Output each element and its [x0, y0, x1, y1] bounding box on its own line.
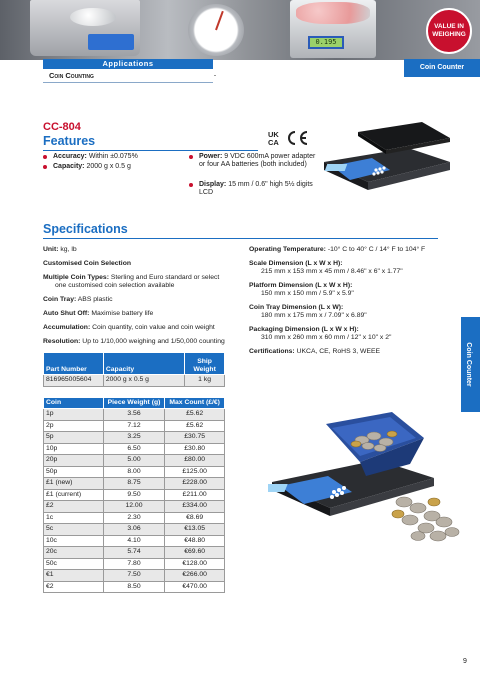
svg-text:UK: UK	[268, 130, 279, 139]
header-photo-band	[0, 0, 480, 60]
table-row	[44, 558, 225, 570]
spec-operating-temperature: Operating Temperature: -10° C to 40° C / 14° F to 104° F	[249, 246, 426, 253]
spec-scale-dimension: Scale Dimension (L x W x H): 215 mm x 153 mm x 45 mm / 8.46" x 6" x 1.77"	[249, 260, 403, 275]
specifications-divider	[43, 238, 438, 239]
col-part-number: Part Number	[44, 353, 104, 375]
table-row	[44, 375, 225, 387]
piece-weight-cell: 8.00	[103, 466, 165, 478]
piece-weight-cell: 3.25	[103, 432, 165, 444]
spec-coin-tray: Coin Tray: ABS plastic	[43, 296, 113, 303]
max-count-cell: £334.00	[165, 501, 225, 513]
col-ship-weight: Ship Weight	[185, 353, 225, 375]
table-row	[44, 489, 225, 501]
bullet-icon	[43, 155, 47, 159]
table-row	[44, 501, 225, 513]
bullet-icon	[189, 155, 193, 159]
certification-marks	[268, 130, 312, 149]
coin-cell: 50c	[44, 558, 104, 570]
piece-weight-cell: 2.30	[103, 512, 165, 524]
bullet-icon	[43, 165, 47, 169]
max-count-cell: €69.60	[165, 547, 225, 559]
feature-display: Display: 15 mm / 0.6" high 5½ digits LCD	[189, 181, 319, 197]
features-heading: Features	[43, 134, 96, 148]
dial-needle	[215, 11, 224, 30]
table-row	[44, 466, 225, 478]
piece-weight-cell: 6.50	[103, 443, 165, 455]
table-row	[44, 420, 225, 432]
piece-weight-cell: 12.00	[103, 501, 165, 513]
spec-multiple-coin-types: Multiple Coin Types: Sterling and Euro standard or select one customised coin selection available	[43, 274, 220, 289]
max-count-cell: €266.00	[165, 570, 225, 582]
table-row	[44, 570, 225, 582]
features-divider	[43, 150, 258, 151]
divider	[214, 75, 216, 76]
piece-weight-cell: 3.56	[103, 409, 165, 421]
page-number: 9	[463, 658, 467, 665]
coin-cell: €2	[44, 581, 104, 593]
max-count-cell: €8.69	[165, 512, 225, 524]
spec-certifications: Certifications: UKCA, CE, RoHS 3, WEEE	[249, 348, 381, 355]
coin-cell: £1 (new)	[44, 478, 104, 490]
coin-cell: 1p	[44, 409, 104, 421]
coin-cell: 20p	[44, 455, 104, 467]
coin-cell: £1 (current)	[44, 489, 104, 501]
bench-scale-photo	[30, 0, 140, 56]
side-section-tab[interactable]	[461, 317, 480, 412]
pill-tray	[296, 2, 370, 24]
max-count-cell: £30.80	[165, 443, 225, 455]
piece-weight-cell: 8.50	[103, 581, 165, 593]
bullet-icon	[189, 183, 193, 187]
dial-scale-photo	[188, 4, 244, 56]
spec-auto-shut-off: Auto Shut Off: Maximise battery life	[43, 310, 154, 317]
table-row	[44, 478, 225, 490]
piece-weight-cell: 8.75	[103, 478, 165, 490]
coin-cell: £2	[44, 501, 104, 513]
scale-display	[88, 34, 134, 50]
table-row	[44, 535, 225, 547]
max-count-cell: £80.00	[165, 455, 225, 467]
ship-weight-cell: 1 kg	[185, 375, 225, 387]
max-count-cell: £125.00	[165, 466, 225, 478]
coin-cell: 5c	[44, 524, 104, 536]
coin-scale-with-tray-image	[268, 404, 464, 554]
coin-table	[43, 397, 225, 593]
table-row	[44, 443, 225, 455]
table-row	[44, 512, 225, 524]
spec-customised-coin: Customised Coin Selection	[43, 260, 131, 267]
specifications-heading: Specifications	[43, 222, 128, 236]
col-coin: Coin	[44, 398, 104, 409]
feature-accuracy: Accuracy: Within ±0.075%	[43, 153, 183, 161]
svg-text:CA: CA	[268, 138, 279, 146]
piece-weight-cell: 5.74	[103, 547, 165, 559]
section-tab[interactable]: Applications	[43, 59, 213, 69]
coin-scale-image	[318, 118, 456, 200]
max-count-cell: £30.75	[165, 432, 225, 444]
value-in-weighing-badge: VALUE IN WEIGHING	[426, 8, 472, 54]
max-count-cell: £5.62	[165, 409, 225, 421]
banner-scale-readout: 0.195	[308, 36, 344, 49]
model-number: CC-804	[43, 121, 81, 133]
max-count-cell: €13.05	[165, 524, 225, 536]
scale-pan	[70, 8, 116, 26]
table-row	[44, 432, 225, 444]
max-count-cell: £211.00	[165, 489, 225, 501]
side-tab-label: Coin Counter	[465, 342, 472, 387]
capacity-cell: 2000 g x 0.5 g	[103, 375, 184, 387]
piece-weight-cell: 3.06	[103, 524, 165, 536]
pill-counting-scale-photo	[290, 0, 376, 58]
col-piece-weight: Piece Weight (g)	[103, 398, 165, 409]
coin-cell: 10p	[44, 443, 104, 455]
piece-weight-cell: 4.10	[103, 535, 165, 547]
coin-cell: 1c	[44, 512, 104, 524]
piece-weight-cell: 9.50	[103, 489, 165, 501]
coin-cell: €1	[44, 570, 104, 582]
piece-weight-cell: 7.12	[103, 420, 165, 432]
subsection-label: Coin Counting	[43, 69, 213, 83]
table-row	[44, 455, 225, 467]
col-capacity: Capacity	[103, 353, 184, 375]
max-count-cell: £228.00	[165, 478, 225, 490]
coin-cell: 2p	[44, 420, 104, 432]
category-tab[interactable]: Coin Counter	[404, 59, 480, 77]
ukca-ce-icon	[268, 130, 312, 146]
spec-resolution: Resolution: Up to 1/10,000 weighing and 1/50,000 counting	[43, 338, 225, 345]
spec-platform-dimension: Platform Dimension (L x W x H): 150 mm x 150 mm / 5.9" x 5.9"	[249, 282, 354, 297]
table-row	[44, 581, 225, 593]
part-number-cell: 816965005604	[44, 375, 104, 387]
piece-weight-cell: 7.50	[103, 570, 165, 582]
spec-coin-tray-dimension: Coin Tray Dimension (L x W): 180 mm x 175 mm x / 7.09" x 6.89"	[249, 304, 367, 319]
table-row	[44, 409, 225, 421]
max-count-cell: €128.00	[165, 558, 225, 570]
piece-weight-cell: 5.00	[103, 455, 165, 467]
feature-capacity: Capacity: 2000 g x 0.5 g	[43, 163, 183, 171]
coin-cell: 10c	[44, 535, 104, 547]
order-table	[43, 352, 225, 387]
max-count-cell: €470.00	[165, 581, 225, 593]
feature-power: Power: 9 VDC 600mA power adapter or four AA batteries (both included)	[189, 153, 319, 169]
spec-accumulation: Accumulation: Coin quantity, coin value and coin weight	[43, 324, 215, 331]
coin-cell: 5p	[44, 432, 104, 444]
max-count-cell: €48.80	[165, 535, 225, 547]
table-row	[44, 524, 225, 536]
spec-packaging-dimension: Packaging Dimension (L x W x H): 310 mm x 260 mm x 60 mm / 12" x 10" x 2"	[249, 326, 392, 341]
col-max-count: Max Count (£/€)	[165, 398, 225, 409]
coin-cell: 50p	[44, 466, 104, 478]
max-count-cell: £5.62	[165, 420, 225, 432]
coin-cell: 20c	[44, 547, 104, 559]
piece-weight-cell: 7.80	[103, 558, 165, 570]
spec-unit: Unit: kg, lb	[43, 246, 77, 253]
table-row	[44, 547, 225, 559]
